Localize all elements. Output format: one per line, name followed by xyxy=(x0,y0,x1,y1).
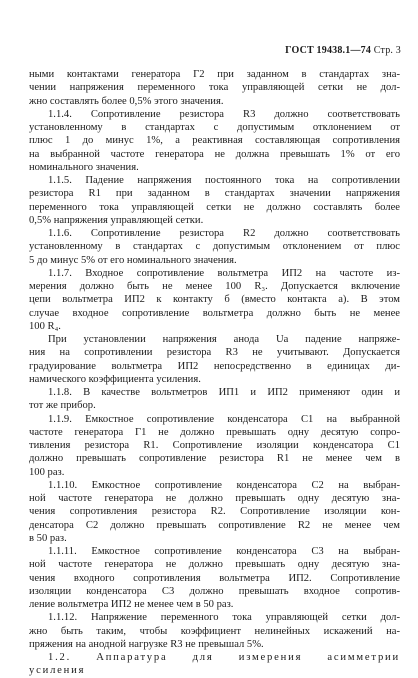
text-line: ление вольтметра ИП2 не менее чем в 50 раз. xyxy=(29,599,234,610)
page-header xyxy=(285,44,401,57)
text-line: на выбранной частоте генератора не должна превышать 1% от его xyxy=(29,148,400,160)
text-line: усиления xyxy=(29,665,86,677)
text-line: тивления резистора R1. Сопротивление изоляции конденсатора С1 xyxy=(29,440,400,451)
standard-number: ГОСТ 19438.1—74 xyxy=(285,45,372,56)
text-line: изоляции конденсатора С3 должно превышать входное сопротив- xyxy=(29,585,400,597)
text-line: 100 R₄. xyxy=(29,320,61,332)
text-line: ной частоте генератора не должно превышать одну десятую зна- xyxy=(29,559,400,571)
text-line: установленному в стандартах с допустимым отклонением от плюс xyxy=(29,241,400,253)
text-line: жно быть таким, чтобы коэффициент нелинейных искажений на- xyxy=(29,625,400,637)
text-line: случае входное сопротивление вольтметра должно быть не менее xyxy=(29,307,400,319)
text-line: чения входного сопротивления вольтметра ИП2. Сопротивление xyxy=(29,572,400,584)
text-line: установленному в стандартах с допустимым отклонением от xyxy=(29,122,400,133)
text-line: 5 до минус 5% от его номинального значения. xyxy=(29,254,237,266)
text-line: 100 раз. xyxy=(29,466,65,478)
paragraph-first-line: 1.1.4. Сопротивление резистора R3 должно соответствовать xyxy=(48,108,400,120)
paragraph-first-line: 1.1.9. Емкостное сопротивление конденсатора С1 на выбранной xyxy=(48,413,400,425)
text-line: ния на сопротивлении резистора R3 не учитывают. Допускается xyxy=(29,347,400,359)
text-line: пряжения на анодной нагрузке R3 не превышал 5%. xyxy=(29,638,264,650)
text-line: тот же прибор. xyxy=(29,400,96,412)
document-body xyxy=(29,68,400,678)
text-line: в 50 раз. xyxy=(29,532,67,544)
paragraph-first-line: 1.1.8. В качестве вольтметров ИП1 и ИП2 применяют один и xyxy=(48,387,400,398)
text-line: ными контактами генератора Г2 при заданном в стандартах зна- xyxy=(29,69,400,80)
text-line: 0,5% напряжения управляющей сетки. xyxy=(29,214,204,226)
paragraph-first-line: 1.1.10. Емкостное сопротивление конденсатора С2 на выбран- xyxy=(48,479,400,491)
paragraph-first-line: 1.1.6. Сопротивление резистора R2 должно соответствовать xyxy=(48,228,400,239)
text-line: частоте генератора Г1 не должно превышать одну десятую сопро- xyxy=(29,426,400,438)
text-line: намического коэффициента усиления. xyxy=(29,373,201,385)
paragraph-first-line: 1.1.11. Емкостное сопротивление конденсатора С3 на выбран- xyxy=(48,546,400,557)
text-line: денсатора С2 должно превышать сопротивление R2 не менее чем xyxy=(29,519,400,531)
text-line: чении напряжения переменного тока управляющей сетки не дол- xyxy=(29,82,400,94)
paragraph-first-line: 1.2. Аппаратура для измерения асимметрии xyxy=(48,652,400,663)
paragraph-first-line: 1.1.12. Напряжение переменного тока управляющей сетки дол- xyxy=(48,612,400,624)
text-line: жно составлять более 0,5% этого значения. xyxy=(29,95,224,107)
text-line: номинального значения. xyxy=(29,161,139,173)
text-line: чения сопротивления резистора R2. Сопротивление изоляции кон- xyxy=(29,506,400,518)
page-number: Стр. 3 xyxy=(373,45,401,56)
text-line: градуирование вольтметра ИП2 непосредственно в единицах ди- xyxy=(29,360,400,372)
paragraph-first-line: 1.1.5. Падение напряжения постоянного тока на сопротивлении xyxy=(48,175,400,186)
paragraph-first-line: 1.1.7. Входное сопротивление вольтметра ИП2 на частоте из- xyxy=(48,267,400,279)
text-line: переменного тока управляющей сетки не должно составлять более xyxy=(29,201,400,213)
text-line: ной частоте генератора не должно превышать одну десятую зна- xyxy=(29,493,400,504)
text-line: цепи вольтметра ИП2 к контакту б (вместо контакта а). В этом xyxy=(29,294,400,306)
text-line: должно превышать сопротивление резистора R1 не менее чем в xyxy=(29,453,400,465)
text-line: мерения должно быть не менее 100 R₃. Допускается включение xyxy=(29,281,400,292)
text-line: резистора R1 при заданном в стандартах значении напряжения xyxy=(29,188,400,200)
paragraph-first-line: При установлении напряжения анода Uа падение напряже- xyxy=(48,334,400,345)
text-line: плюс 1 до минус 1%, а реактивная составляющая сопротивления xyxy=(29,135,400,147)
